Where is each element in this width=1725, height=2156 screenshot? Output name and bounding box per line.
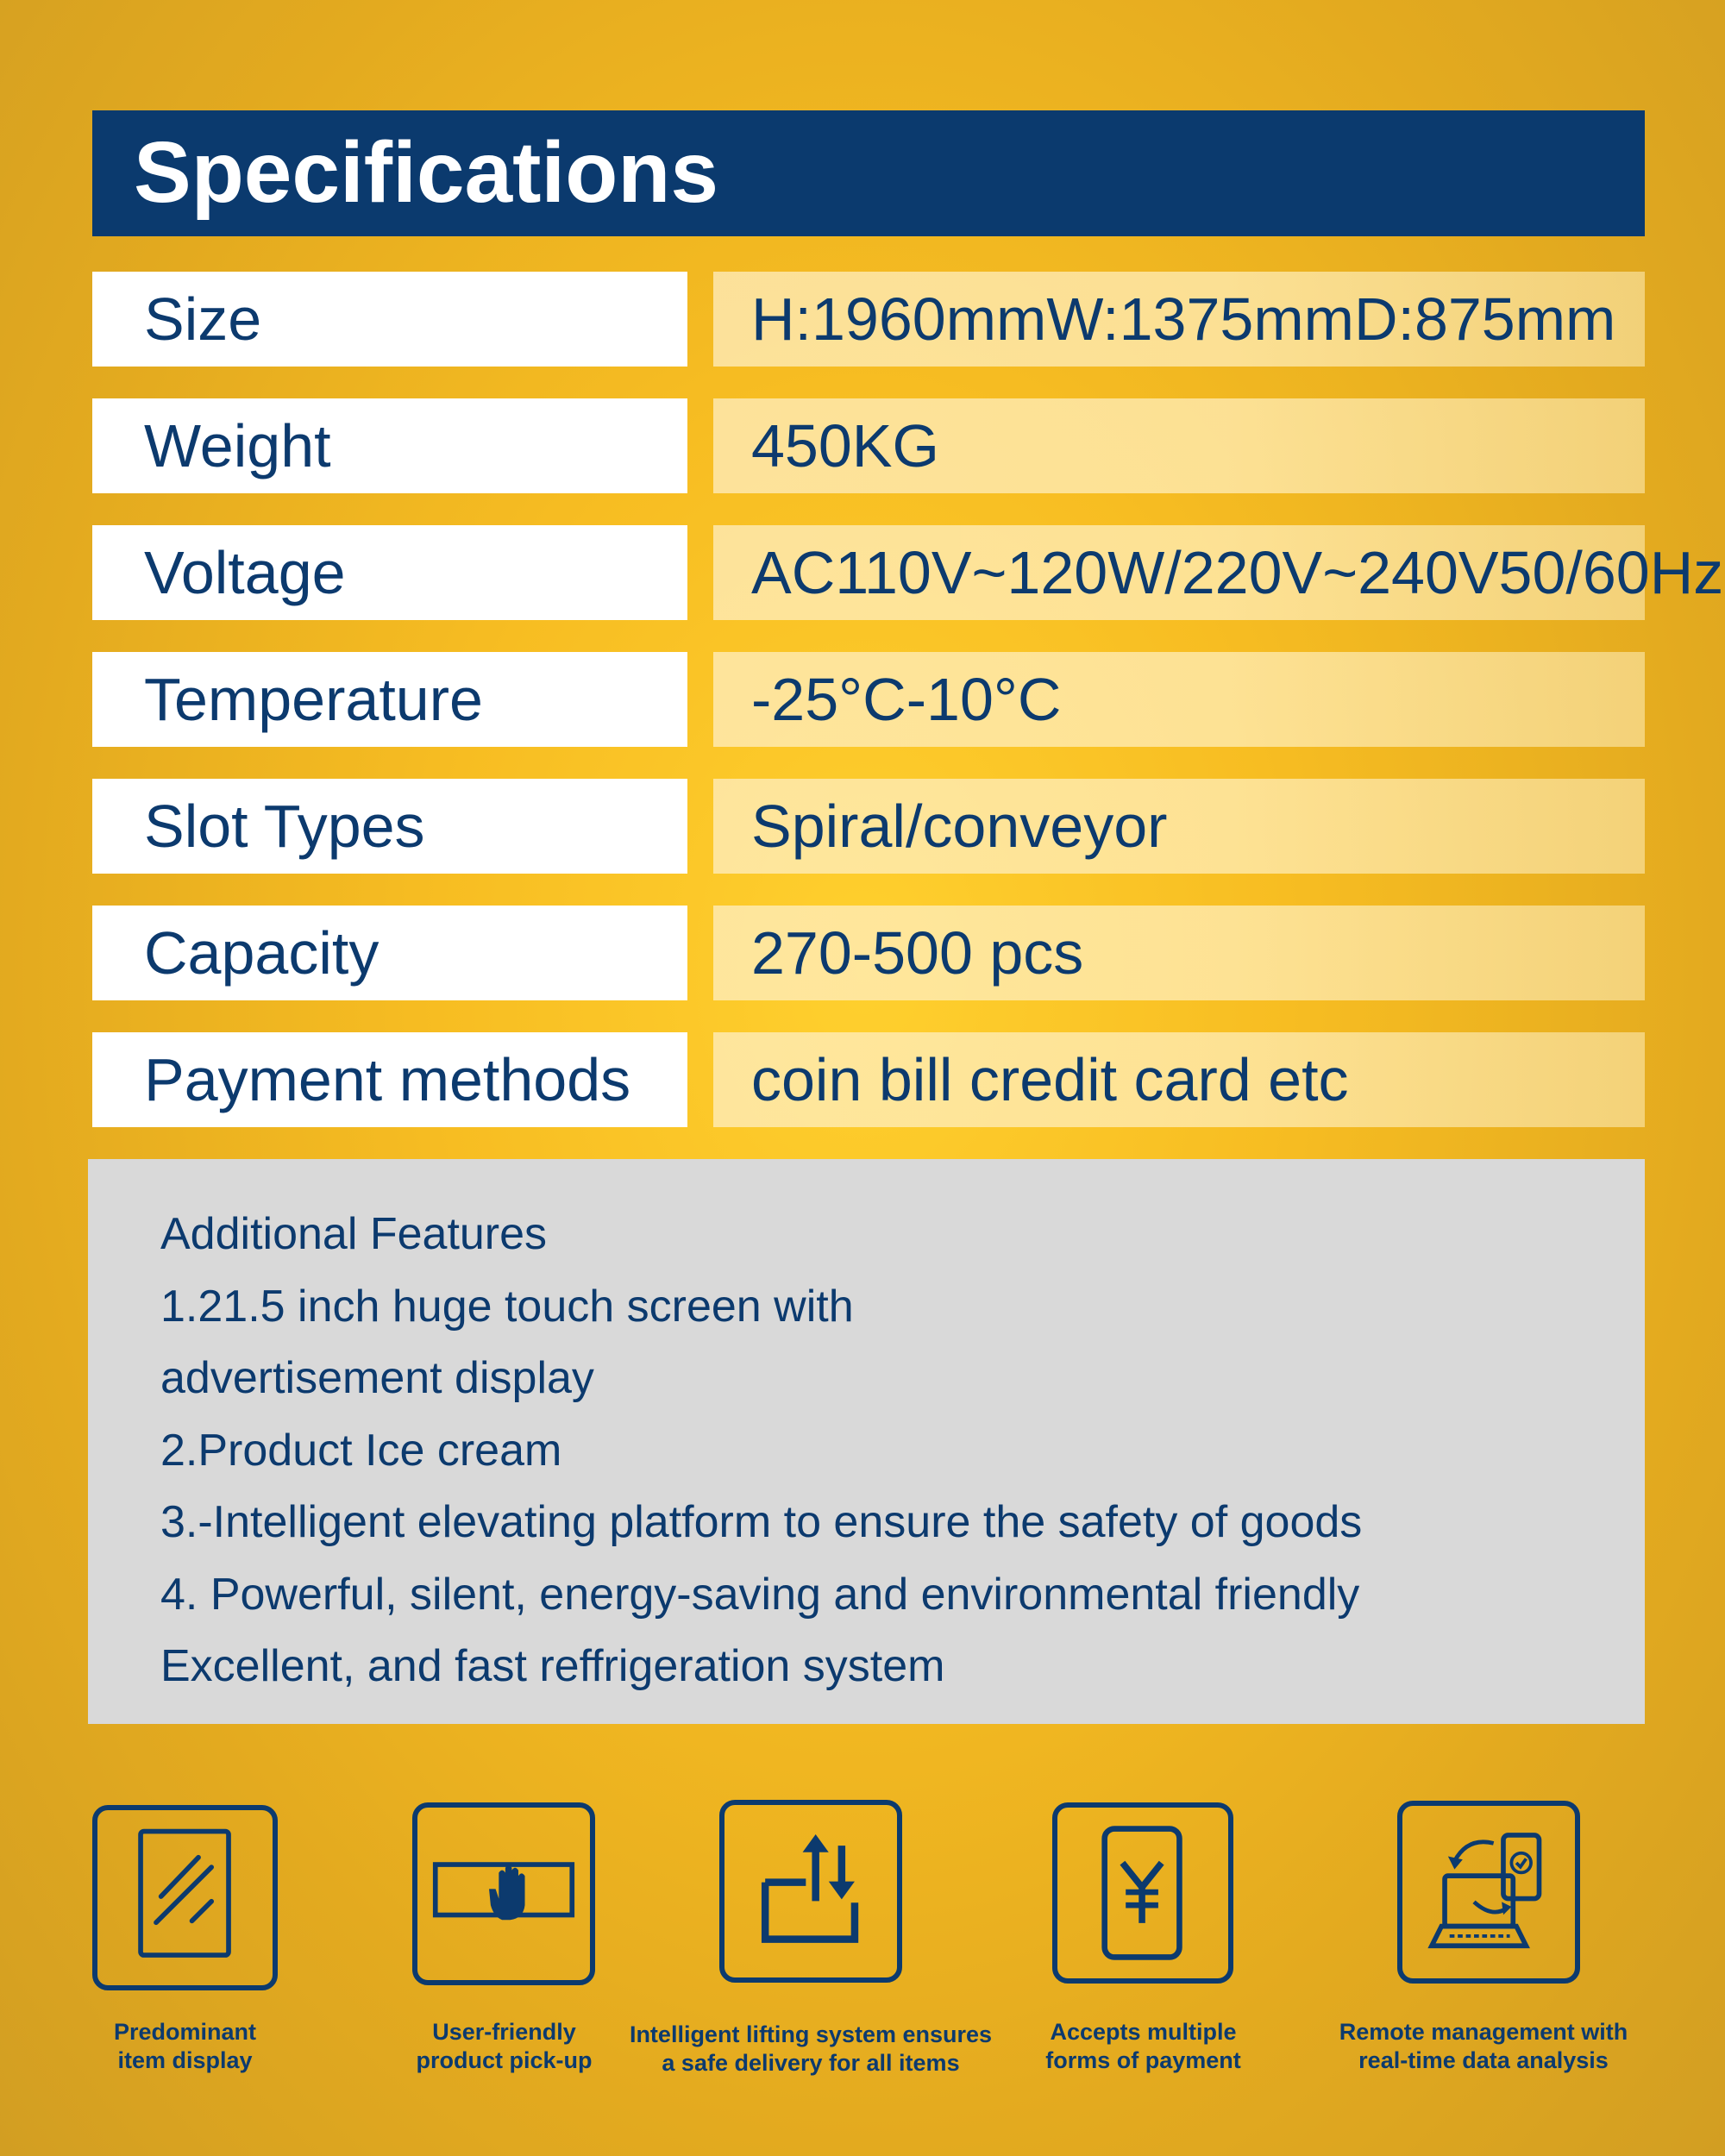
- feature-line: Excellent, and fast reffrigeration system: [160, 1641, 945, 1691]
- spec-value-weight: [713, 398, 1645, 493]
- hand-pickup-icon: [412, 1802, 595, 1985]
- spec-value-payment-methods: [713, 1032, 1645, 1127]
- spec-label-voltage: [92, 525, 687, 620]
- spec-value-capacity: [713, 906, 1645, 1000]
- feature-line: 4. Powerful, silent, energy-saving and environmental friendly: [160, 1569, 1360, 1620]
- lifting-arrows-icon: [719, 1800, 902, 1983]
- icon-caption-payment: Accepts multiple forms of payment: [1045, 2019, 1241, 2073]
- spec-value-slot-types: [713, 779, 1645, 874]
- spec-value-text: coin bill credit card etc: [751, 1046, 1349, 1113]
- feature-line: 3.-Intelligent elevating platform to ensure the safety of goods: [160, 1497, 1363, 1547]
- spec-label-text: Capacity: [144, 919, 380, 987]
- spec-label-text: Temperature: [144, 666, 483, 733]
- spec-value-text: Spiral/conveyor: [751, 793, 1168, 860]
- spec-value-temperature: [713, 652, 1645, 747]
- spec-label-text: Slot Types: [144, 793, 425, 860]
- page-title: Specifications: [134, 124, 718, 221]
- spec-label-temperature: [92, 652, 687, 747]
- spec-value-voltage: [713, 525, 1724, 620]
- spec-label-slot-types: [92, 779, 687, 874]
- spec-label-size: [92, 272, 687, 367]
- features-heading: Additional Features: [160, 1209, 548, 1259]
- spec-value-text: 270-500 pcs: [751, 919, 1084, 987]
- spec-label-payment-methods: [92, 1032, 687, 1127]
- spec-label-text: Weight: [144, 412, 331, 479]
- spec-label-text: Size: [144, 285, 262, 353]
- spec-label-text: Payment methods: [144, 1046, 631, 1113]
- icon-caption-pickup: User-friendly product pick-up: [416, 2019, 593, 2073]
- yen-phone-icon: [1052, 1802, 1233, 1984]
- spec-label-text: Voltage: [144, 539, 346, 606]
- spec-value-text: H:1960mmW:1375mmD:875mm: [751, 285, 1616, 353]
- feature-line: advertisement display: [160, 1353, 594, 1403]
- specifications-header: [92, 110, 1645, 236]
- feature-line: 1.21.5 inch huge touch screen with: [160, 1281, 854, 1332]
- laptop-sync-icon: [1397, 1801, 1580, 1984]
- spec-value-size: [713, 272, 1645, 367]
- spec-value-text: AC110V~120W/220V~240V50/60Hz: [751, 539, 1724, 606]
- spec-value-text: -25°C-10°C: [751, 666, 1062, 733]
- feature-line: 2.Product Ice cream: [160, 1425, 562, 1476]
- display-panel-icon: [92, 1805, 278, 1990]
- icon-caption-remote: Remote management with real-time data analysis: [1339, 2019, 1628, 2073]
- spec-label-weight: [92, 398, 687, 493]
- spec-label-capacity: [92, 906, 687, 1000]
- spec-value-text: 450KG: [751, 412, 939, 479]
- additional-features-panel: [88, 1159, 1645, 1724]
- icon-caption-display: Predominant item display: [113, 2019, 257, 2073]
- icon-caption-lifting: Intelligent lifting system ensures a safe delivery for all items: [629, 2021, 993, 2076]
